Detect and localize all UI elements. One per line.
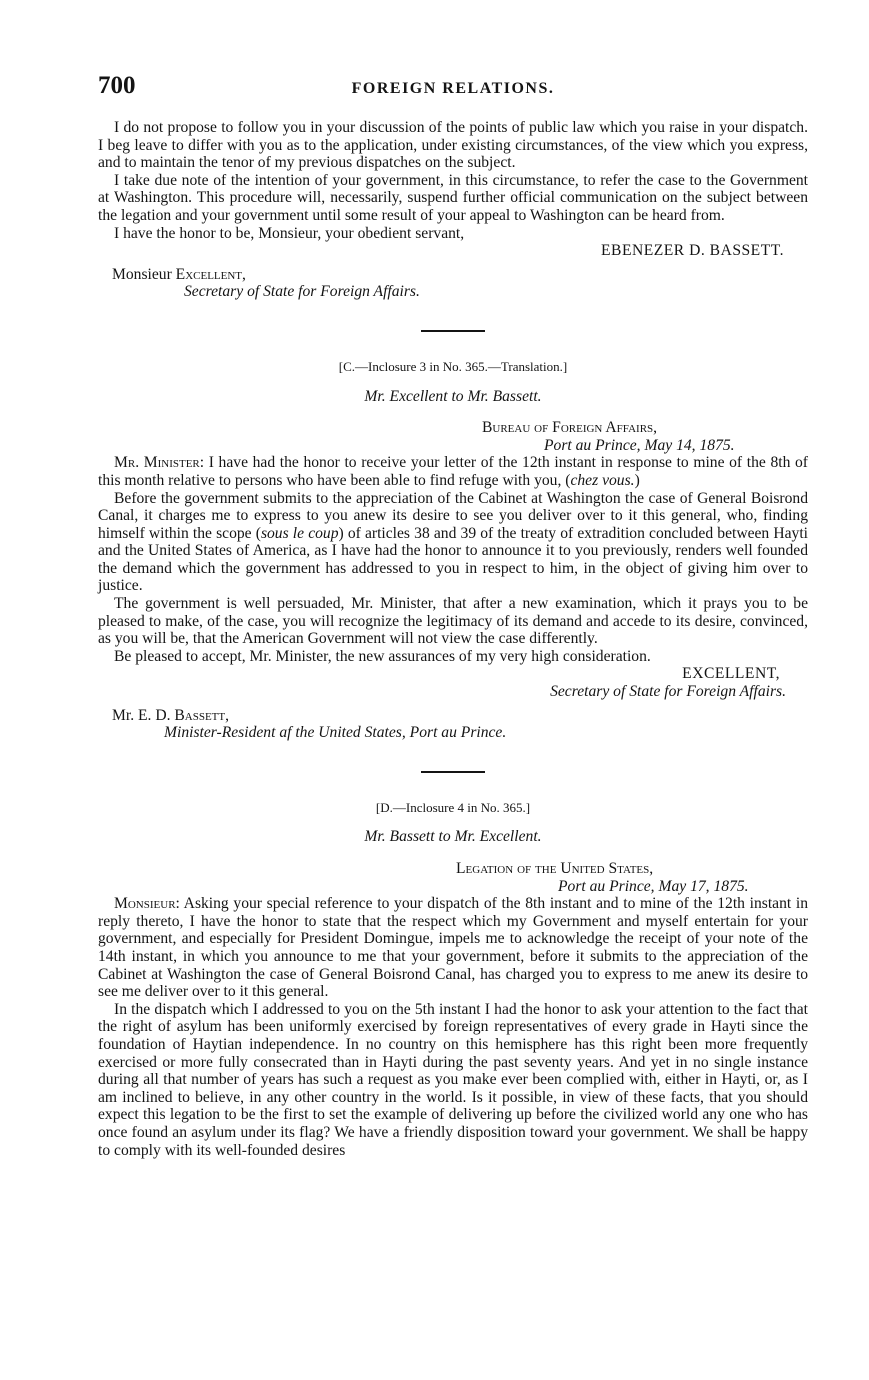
paragraph: Monsieur: Asking your special reference to your dispatch of the 8th instant and to mine of the 12th instant in reply thereto, I have the honor to state that the respect which my Government and myself entertain for your government, and especially for President Domingue, impels me to acknowledge the receipt of your note of the 14th instant, in which you announce to me that your government, before it submits to the appreciation of the Cabinet at Washington the case of General Boisrond Canal, has charged you to express to me anew its desire to see me deliver over to it this general. <box>98 895 808 1001</box>
page-header <box>98 72 808 106</box>
paragraph: I take due note of the intention of your government, in this circumstance, to refer the case to the Government at Washington. This procedure will, necessarily, suspend further official communication on the subject between the legation and your government until some result of your appeal to Washington can be heard from. <box>98 171 808 224</box>
signature: EBENEZER D. BASSETT. <box>601 242 784 260</box>
dateline-date: Port au Prince, May 14, 1875. <box>544 436 735 454</box>
salutation: Mr. Minister <box>114 454 200 472</box>
addressee-title: Minister-Resident af the United States, Port au Prince. <box>164 724 507 742</box>
dateline-place: Legation of the United States, <box>456 860 654 877</box>
dateline-date: Port au Prince, May 17, 1875. <box>558 877 749 895</box>
addressee-name: Monsieur Excellent, <box>112 265 246 283</box>
letter-heading: Mr. Excellent to Mr. Bassett. <box>364 387 542 405</box>
dateline-place: Bureau of Foreign Affairs, <box>482 419 658 437</box>
signature: EXCELLENT, <box>682 665 780 683</box>
section-divider <box>421 771 485 773</box>
closing-line: Be pleased to accept, Mr. Minister, the new assurances of my very high consideration. <box>114 647 651 665</box>
inclosure-label: [D.—Inclosure 4 in No. 365.] <box>375 799 531 815</box>
running-head: FOREIGN RELATIONS. <box>351 80 555 97</box>
inclosure-label: [C.—Inclosure 3 in No. 365.—Translation.] <box>338 358 568 374</box>
closing-line: I have the honor to be, Monsieur, your obedient servant, <box>114 224 465 242</box>
body-text <box>98 119 808 1159</box>
addressee-title: Secretary of State for Foreign Affairs. <box>184 283 420 301</box>
signature-title: Secretary of State for Foreign Affairs. <box>550 683 786 701</box>
paragraph: I do not propose to follow you in your discussion of the points of public law which you raise in your dispatch. I beg leave to differ with you as to the application, under existing circumstances, of the view which you express, and to maintain the tenor of my previous dispatches on the subject. <box>98 119 808 172</box>
section-divider <box>421 330 485 332</box>
page-number: 700 <box>98 72 136 99</box>
letter-heading: Mr. Bassett to Mr. Excellent. <box>364 828 542 846</box>
paragraph: The government is well persuaded, Mr. Minister, that after a new examination, which it prays you to be pleased to make, of the case, you will recognize the legitimacy of its demand and accede to its desire, convinced, as you will be, that the American Government will not view the case differently. <box>98 595 808 648</box>
paragraph: Mr. Minister: I have had the honor to receive your letter of the 12th instant in response to mine of the 8th of this month relative to persons who have been able to find refuge with you, (chez vous.) <box>98 454 808 489</box>
dateline <box>482 419 808 454</box>
salutation: Monsieur <box>114 895 176 913</box>
paragraph: In the dispatch which I addressed to you on the 5th instant I had the honor to ask your attention to the fact that the right of asylum has been uniformly exercised by foreign representatives of every grade in Hayti since the foundation of Haytian independence. In no country on this hemisphere has this right been more frequently exercised or more fully consecrated than in Hayti during the past seventy years. And yet in no single instance during all that number of years has such a request as you make ever been complied with, either in Hayti, or, as I am inclined to believe, in any other country in the world. Is it possible, in view of these facts, that you should expect this legation to be the first to set the example of delivering up before the civilized world any one who has once found an asylum under its flag? We have a friendly disposition toward your government. We shall be happy to comply with its well-founded desires <box>98 1000 808 1159</box>
addressee-name: Mr. E. D. Bassett, <box>112 706 230 724</box>
dateline <box>456 860 808 895</box>
paragraph: Before the government submits to the appreciation of the Cabinet at Washington the case of General Boisrond Canal, it charges me to express to you anew its desire to see you deliver over to it this general, who, finding himself within the scope (sous le coup) of articles 38 and 39 of the treaty of extradition concluded between Hayti and the United States of America, as I have had the honor to announce it to you previously, renders well founded the demand which the government has addressed to you in respect to him, in the object of giving him over to justice. <box>98 489 809 595</box>
